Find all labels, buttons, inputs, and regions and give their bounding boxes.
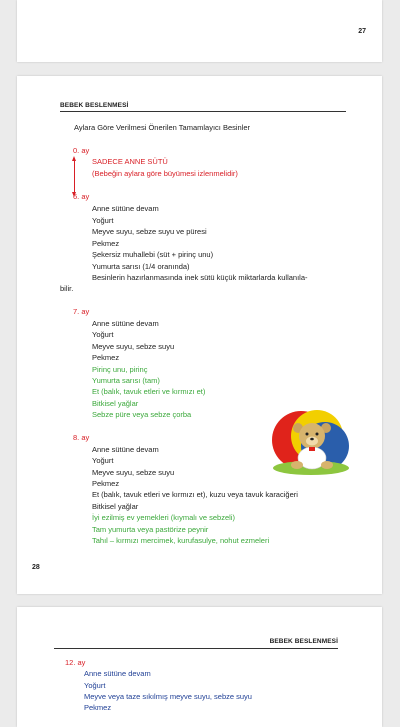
list-item: Şekersiz muhallebi (süt + pirinç unu) [92,250,214,259]
running-header: BEBEK BESLENMESİ [60,102,129,109]
list-item: Anne sütüne devam [84,669,151,678]
list-item: Meyve suyu, sebze suyu ve püresi [92,227,207,236]
list-item: Bitkisel yağlar [92,502,139,511]
list-item: Pekmez [84,703,112,712]
new-food-item: Yumurta sarısı (tam) [92,376,160,385]
new-food-item: Sebze püre veya sebze çorba [92,410,192,419]
new-food-item: Bitkisel yağlar [92,399,139,408]
list-item: Yoğurt [92,330,114,339]
list-item: Anne sütüne devam [92,204,159,213]
range-arrow-line [74,160,75,194]
list-item: Yoğurt [92,216,114,225]
page-title: Aylara Göre Verilmesi Önerilen Tamamlayıcı Besinler [74,123,251,132]
list-item: Anne sütüne devam [92,445,159,454]
new-food-item: Tam yumurta veya pastörize peynir [92,525,209,534]
new-food-item: Pirinç unu, pirinç [92,365,148,374]
list-item: Meyve suyu, sebze suyu [92,468,175,477]
list-item: Pekmez [92,239,120,248]
list-item: Pekmez [92,353,120,362]
page-29 [17,607,382,727]
list-item: Anne sütüne devam [92,319,159,328]
new-food-item: Et (balık, tavuk etleri ve kırmızı et) [92,387,206,396]
list-item: Meyve veya taze sıkılmış meyve suyu, sebze suyu [84,692,252,701]
age-12-label: 12. ay [65,658,86,667]
header-rule [54,648,338,649]
list-item-continuation: bilir. [60,284,74,293]
age-0-label: 0. ay [73,146,90,155]
age-6-label: 6. ay [73,192,90,201]
page-number: 28 [32,564,40,571]
running-header: BEBEK BESLENMESİ [269,638,338,645]
list-item: Meyve suyu, sebze suyu [92,342,175,351]
list-item: Pekmez [92,479,120,488]
list-item: Besinlerin hazırlanmasında inek sütü küçük miktarlarda kullanıla- [92,273,308,282]
list-item: Yumurta sarısı (1/4 oranında) [92,262,190,271]
list-item: Et (balık, tavuk etleri ve kırmızı et), kuzu veya tavuk karaciğeri [92,490,298,499]
page-28 [17,76,382,594]
page-number: 27 [358,28,366,35]
list-item: Yoğurt [92,456,114,465]
age-8-label: 8. ay [73,433,90,442]
growth-monitoring-note: (Bebeğin aylara göre büyümesi izlenmelidir) [92,169,238,178]
list-item: Yoğurt [84,681,106,690]
exclusive-breastfeeding-note: SADECE ANNE SÜTÜ [92,157,168,166]
new-food-item: İyi ezilmiş ev yemekleri (kıymalı ve sebzeli) [92,513,235,522]
age-7-label: 7. ay [73,307,90,316]
header-rule [60,111,346,112]
teddy-bear-illustration [267,406,349,476]
new-food-item: Tahıl – kırmızı mercimek, kurufasulye, nohut ezmeleri [92,536,270,545]
page-27 [17,0,382,62]
